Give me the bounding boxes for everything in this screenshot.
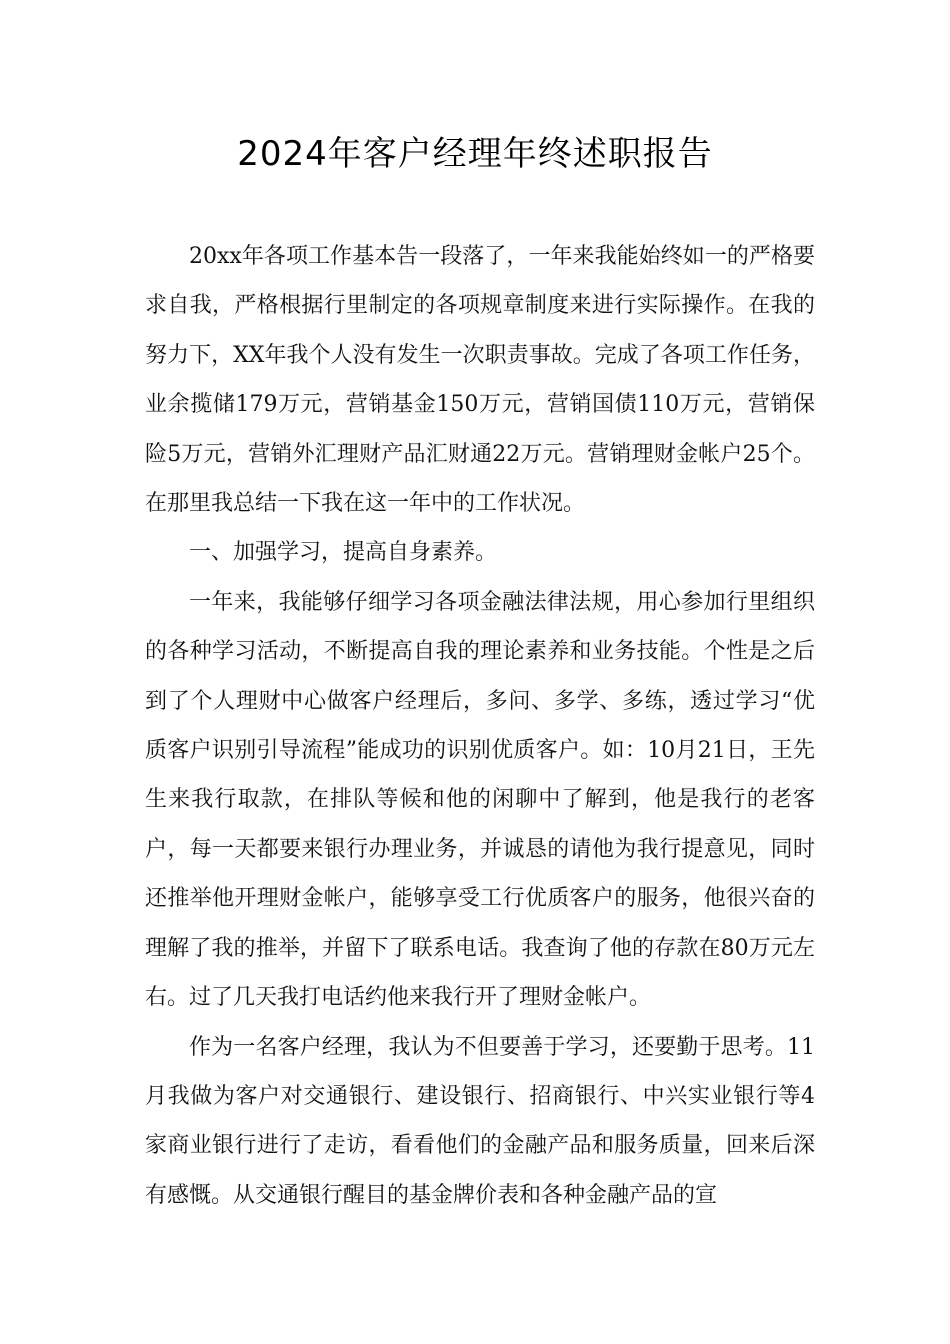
section-heading-study: 一、加强学习，提高自身素养。 [189, 540, 498, 566]
paragraph-study: 一年来，我能够仔细学习各项金融法律法规，用心参加行里组织的各种学习活动，不断提高自我的理论素养和业务技能。个性是之后到了个人理财中心做客户经理后，多问、多学、多练，透过学习“优质客户识别引导流程”能成功的识别优质客户。如：10月21日，王先生来我行取款，在排队等候和他的闲聊中了解到，他是我行的老客户，每一天都要来银行办理业务，并诚恳的请他为我行提意见，同时还推举他开理财金帐户，能够享受工行优质客户的服务，他很兴奋的理解了我的推举，并留下了联系电话。我查询了他的存款在80万元左右。过了几天我打电话约他来我行开了理财金帐户。 [145, 589, 815, 1011]
document-body [145, 232, 815, 1220]
paragraph-summary: 20xx年各项工作基本告一段落了，一年来我能始终如一的严格要求自我，严格根据行里制定的各项规章制度来进行实际操作。在我的努力下，XX年我个人没有发生一次职责事故。完成了各项工作任务，业余揽储179万元，营销基金150万元，营销国债110万元，营销保险5万元，营销外汇理财产品汇财通22万元。营销理财金帐户25个。在那里我总结一下我在这一年中的工作状况。 [145, 244, 815, 517]
paragraph-thinking: 作为一名客户经理，我认为不但要善于学习，还要勤于思考。11月我做为客户对交通银行、建设银行、招商银行、中兴实业银行等4家商业银行进行了走访，看看他们的金融产品和服务质量，回来后深有感慨。从交通银行醒目的基金牌价表和各种金融产品的宣 [145, 1034, 815, 1208]
document-title: 2024年客户经理年终述职报告 [237, 134, 713, 174]
